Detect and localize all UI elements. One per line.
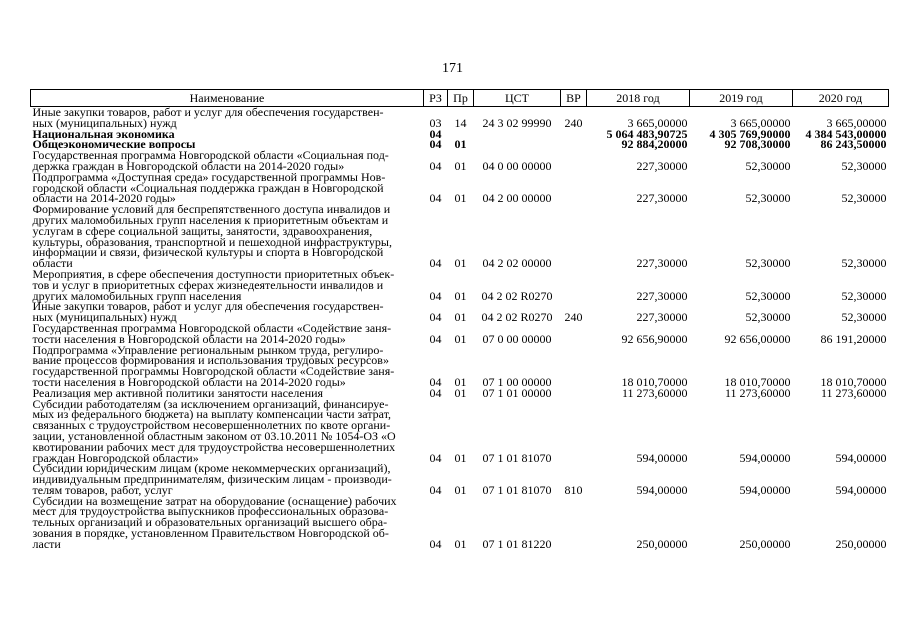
- row-cst: 07 1 01 81070: [482, 450, 552, 465]
- row-amount-2019: 594,00000: [739, 482, 791, 497]
- page-number: 171: [442, 61, 463, 76]
- row-amount-2020: 18 010,70000: [820, 374, 887, 389]
- header-name: Наименование: [31, 90, 424, 107]
- row-cst: 07 1 00 00000: [482, 374, 552, 389]
- row-vr: [561, 496, 587, 550]
- row-name: [31, 396, 424, 465]
- row-cst: 04 2 02 R0270: [481, 310, 553, 325]
- row-rz: 04: [429, 191, 442, 206]
- row-rz: 04: [429, 450, 442, 465]
- row-amount-2018: 18 010,70000: [621, 374, 688, 389]
- table-row: [31, 496, 889, 550]
- row-vr: [561, 150, 587, 172]
- row-name-line: городской области «Социальная поддержка граждан в Новгородской: [32, 180, 384, 195]
- row-pr: 01: [454, 536, 467, 551]
- row-name: [31, 107, 424, 129]
- row-amount-2019: 18 010,70000: [724, 374, 791, 389]
- row-vr: [561, 388, 587, 399]
- row-amount-2019: 92 656,00000: [724, 331, 791, 346]
- row-name-line: ных (муниципальных) нужд: [32, 115, 177, 130]
- row-amount-2019: 52,30000: [745, 310, 791, 325]
- row-amount-2020: 86 243,50000: [820, 137, 887, 152]
- table-row: [31, 269, 889, 301]
- row-pr: 01: [454, 450, 467, 465]
- row-name-line: Формирование условий для беспрепятственного доступа инвалидов и: [32, 202, 391, 217]
- row-amount-2018: 594,00000: [636, 450, 688, 465]
- row-name-line: Иные закупки товаров, работ и услуг для обеспечения государствен-: [32, 299, 384, 314]
- row-vr: [561, 139, 587, 150]
- row-name-line: области на 2014-2020 годы»: [32, 191, 176, 206]
- header-2020: 2020 год: [793, 90, 889, 107]
- row-name-line: услугам в сфере социальной защиты, занятости, здравоохранения,: [32, 223, 373, 238]
- table-row: [31, 301, 889, 323]
- row-amount-2020: 594,00000: [835, 450, 887, 465]
- row-pr: 01: [454, 137, 467, 152]
- row-vr: [561, 172, 587, 204]
- row-amount-2019: 52,30000: [745, 158, 791, 173]
- row-name-line: телям товаров, работ, услуг: [32, 482, 173, 497]
- table-row: [31, 150, 889, 172]
- row-amount-2020: 52,30000: [841, 158, 887, 173]
- row-amount-2019: 52,30000: [745, 256, 791, 271]
- row-name-line: мых из федерального бюджета) на выплату компенсации части затрат,: [32, 407, 392, 422]
- row-name: [31, 301, 424, 323]
- row-name-line: тости населения в Новгородской области на 2014-2020 годы»: [32, 374, 346, 389]
- row-vr: 240: [564, 115, 583, 130]
- row-name: [31, 150, 424, 172]
- row-rz: 04: [429, 385, 442, 400]
- row-vr: [561, 269, 587, 301]
- row-name-line: Национальная экономика: [32, 126, 175, 141]
- row-pr: 01: [454, 256, 467, 271]
- header-cst: ЦСТ: [474, 90, 561, 107]
- table-row: [31, 345, 889, 388]
- row-amount-2020: 52,30000: [841, 310, 887, 325]
- row-rz: 04: [429, 310, 442, 325]
- row-cst: 07 1 01 81220: [482, 536, 552, 551]
- row-name-line: государственной программы Новгородской области «Содействие заня-: [32, 364, 395, 379]
- row-cst: 04 2 02 R0270: [481, 288, 553, 303]
- row-amount-2018: 92 884,20000: [621, 137, 688, 152]
- row-amount-2019: 594,00000: [739, 450, 791, 465]
- row-pr: 01: [454, 158, 467, 173]
- row-cst: [474, 139, 561, 150]
- row-rz: 04: [429, 158, 442, 173]
- row-name-line: Субсидии работодателям (за исключением организаций, финансируе-: [32, 396, 389, 411]
- row-cst: 04 2 02 00000: [482, 256, 552, 271]
- header-rz: РЗ: [424, 90, 448, 107]
- header-vr: ВР: [561, 90, 587, 107]
- row-rz: 03: [429, 115, 442, 130]
- header-pr: Пр: [448, 90, 474, 107]
- row-amount-2020: 52,30000: [841, 191, 887, 206]
- row-name-line: Государственная программа Новгородской области «Содействие заня-: [32, 320, 392, 335]
- header-2018: 2018 год: [587, 90, 690, 107]
- row-rz: 04: [429, 256, 442, 271]
- row-pr: 14: [454, 115, 467, 130]
- row-name-line: других маломобильных групп населения: [32, 288, 242, 303]
- row-cst: 04 2 00 00000: [482, 191, 552, 206]
- row-name-line: Подпрограмма «Доступная среда» государственной программы Нов-: [32, 169, 386, 184]
- row-name-line: культуры, образования, транспортной и пешеходной инфраструктуры,: [32, 234, 392, 249]
- row-amount-2020: 52,30000: [841, 256, 887, 271]
- row-name-line: Общеэкономические вопросы: [32, 137, 196, 152]
- row-name-line: вание процессов формирования и использования трудовых ресурсов»: [32, 353, 389, 368]
- row-name-line: зования в порядке, установленном Правительством Новгородской об-: [32, 526, 389, 541]
- row-cst: 07 0 00 00000: [482, 331, 552, 346]
- row-name: [31, 266, 424, 303]
- row-name: [31, 204, 424, 269]
- row-name-line: Подпрограмма «Управление региональным рынком труда, регулиро-: [32, 342, 384, 357]
- row-amount-2018: 227,30000: [636, 158, 688, 173]
- row-name-line: зации, установленной областным законом от 03.10.2011 № 1054-ОЗ «О: [32, 428, 396, 443]
- row-amount-2018: 227,30000: [636, 191, 688, 206]
- row-pr: 01: [454, 374, 467, 389]
- row-amount-2018: 5 064 483,90725: [606, 126, 688, 141]
- row-vr: [561, 129, 587, 140]
- row-vr: [561, 204, 587, 269]
- table-row: [31, 323, 889, 345]
- row-name-line: Субсидии юридическим лицам (кроме некоммерческих организаций),: [32, 461, 391, 476]
- row-amount-2019: 92 708,30000: [724, 137, 791, 152]
- row-name-line: Государственная программа Новгородской области «Социальная под-: [32, 148, 389, 163]
- row-amount-2020: 11 273,60000: [820, 385, 887, 400]
- row-name-line: Иные закупки товаров, работ и услуг для обеспечения государствен-: [32, 105, 384, 119]
- row-amount-2020: 86 191,20000: [820, 331, 887, 346]
- row-cst: 04 0 00 00000: [482, 158, 552, 173]
- row-amount-2019: 3 665,00000: [730, 115, 791, 130]
- row-vr: [561, 345, 587, 388]
- row-amount-2018: 594,00000: [636, 482, 688, 497]
- row-name: [31, 493, 424, 551]
- row-amount-2019: 52,30000: [745, 288, 791, 303]
- row-rz: 04: [429, 137, 442, 152]
- row-rz: 04: [429, 331, 442, 346]
- row-name-line: Реализация мер активной политики занятости населения: [32, 385, 324, 400]
- row-name-line: других маломобильных групп населения к приоритетным объектам и: [32, 212, 389, 227]
- row-amount-2018: 3 665,00000: [627, 115, 688, 130]
- row-name-line: информации и связи, физической культуры и спорта в Новгородской: [32, 245, 384, 260]
- row-name-line: тости населения в Новгородской области на 2014-2020 годы»: [32, 331, 346, 346]
- row-rz: 04: [429, 374, 442, 389]
- row-cst: 07 1 01 81070: [482, 482, 552, 497]
- row-name-line: ных (муниципальных) нужд: [32, 310, 177, 325]
- row-pr: 01: [454, 191, 467, 206]
- row-name: [31, 320, 424, 346]
- row-pr: 01: [454, 482, 467, 497]
- row-name-line: Субсидии на возмещение затрат на оборудование (оснащение) рабочих: [32, 493, 397, 508]
- row-amount-2020: 52,30000: [841, 288, 887, 303]
- row-amount-2020: 250,00000: [835, 536, 887, 551]
- row-amount-2020: 3 665,00000: [826, 115, 887, 130]
- row-rz: 04: [429, 482, 442, 497]
- row-cst: 24 3 02 99990: [482, 115, 552, 130]
- row-amount-2019: 250,00000: [739, 536, 791, 551]
- row-vr: 810: [564, 482, 583, 497]
- row-name-line: Мероприятия, в сфере обеспечения доступности приоритетных объек-: [32, 266, 395, 281]
- header-2019: 2019 год: [690, 90, 793, 107]
- row-name-line: связанных с трудоустройством несовершеннолетних по квоте органи-: [32, 418, 391, 433]
- row-amount-2019: 11 273,60000: [724, 385, 791, 400]
- row-pr: 01: [454, 288, 467, 303]
- row-vr: [561, 399, 587, 464]
- row-amount-2018: 227,30000: [636, 310, 688, 325]
- row-vr: 240: [564, 310, 583, 325]
- table-header-row: [31, 90, 889, 107]
- row-pr: 01: [454, 385, 467, 400]
- row-vr: [561, 323, 587, 345]
- row-rz: 04: [429, 288, 442, 303]
- row-name-line: держка граждан в Новгородской области на 2014-2020 годы»: [32, 158, 345, 173]
- row-amount-2020: 594,00000: [835, 482, 887, 497]
- row-name: [31, 342, 424, 389]
- row-name: [31, 169, 424, 206]
- table-row: [31, 463, 889, 495]
- row-amount-2019: 4 305 769,90000: [709, 126, 791, 141]
- table-row: [31, 107, 889, 129]
- row-amount-2018: 250,00000: [636, 536, 688, 551]
- row-name-line: индивидуальным предпринимателям, физическим лицам - производи-: [32, 472, 392, 487]
- row-amount-2018: 92 656,90000: [621, 331, 688, 346]
- row-rz: 04: [429, 536, 442, 551]
- row-name-line: области: [32, 256, 73, 271]
- row-amount-2018: 227,30000: [636, 288, 688, 303]
- row-amount-2020: 4 384 543,00000: [805, 126, 887, 141]
- row-pr: 01: [454, 310, 467, 325]
- row-amount-2018: 227,30000: [636, 256, 688, 271]
- table-row: [31, 204, 889, 269]
- row-amount-2019: 52,30000: [745, 191, 791, 206]
- row-name-line: граждан Новгородской области»: [32, 450, 199, 465]
- row-cst: 07 1 01 00000: [482, 385, 552, 400]
- row-name: [31, 463, 424, 495]
- table-row: [31, 172, 889, 204]
- row-cst: [474, 129, 561, 140]
- budget-table: [30, 89, 889, 550]
- row-amount-2018: 11 273,60000: [621, 385, 688, 400]
- row-rz: 04: [429, 126, 442, 141]
- table-body: [31, 107, 889, 550]
- row-name-line: мест для трудоустройства выпускников профессиональных образова-: [32, 504, 389, 519]
- row-name-line: ласти: [32, 536, 61, 551]
- row-name-line: тов и услуг в приоритетных сферах жизнедеятельности инвалидов и: [32, 277, 384, 292]
- table-row: [31, 399, 889, 464]
- row-name-line: тельных организаций и образовательных организаций высшего обра-: [32, 515, 388, 530]
- row-name-line: квотировании рабочих мест для трудоустройства несовершеннолетних: [32, 439, 396, 454]
- row-pr: 01: [454, 331, 467, 346]
